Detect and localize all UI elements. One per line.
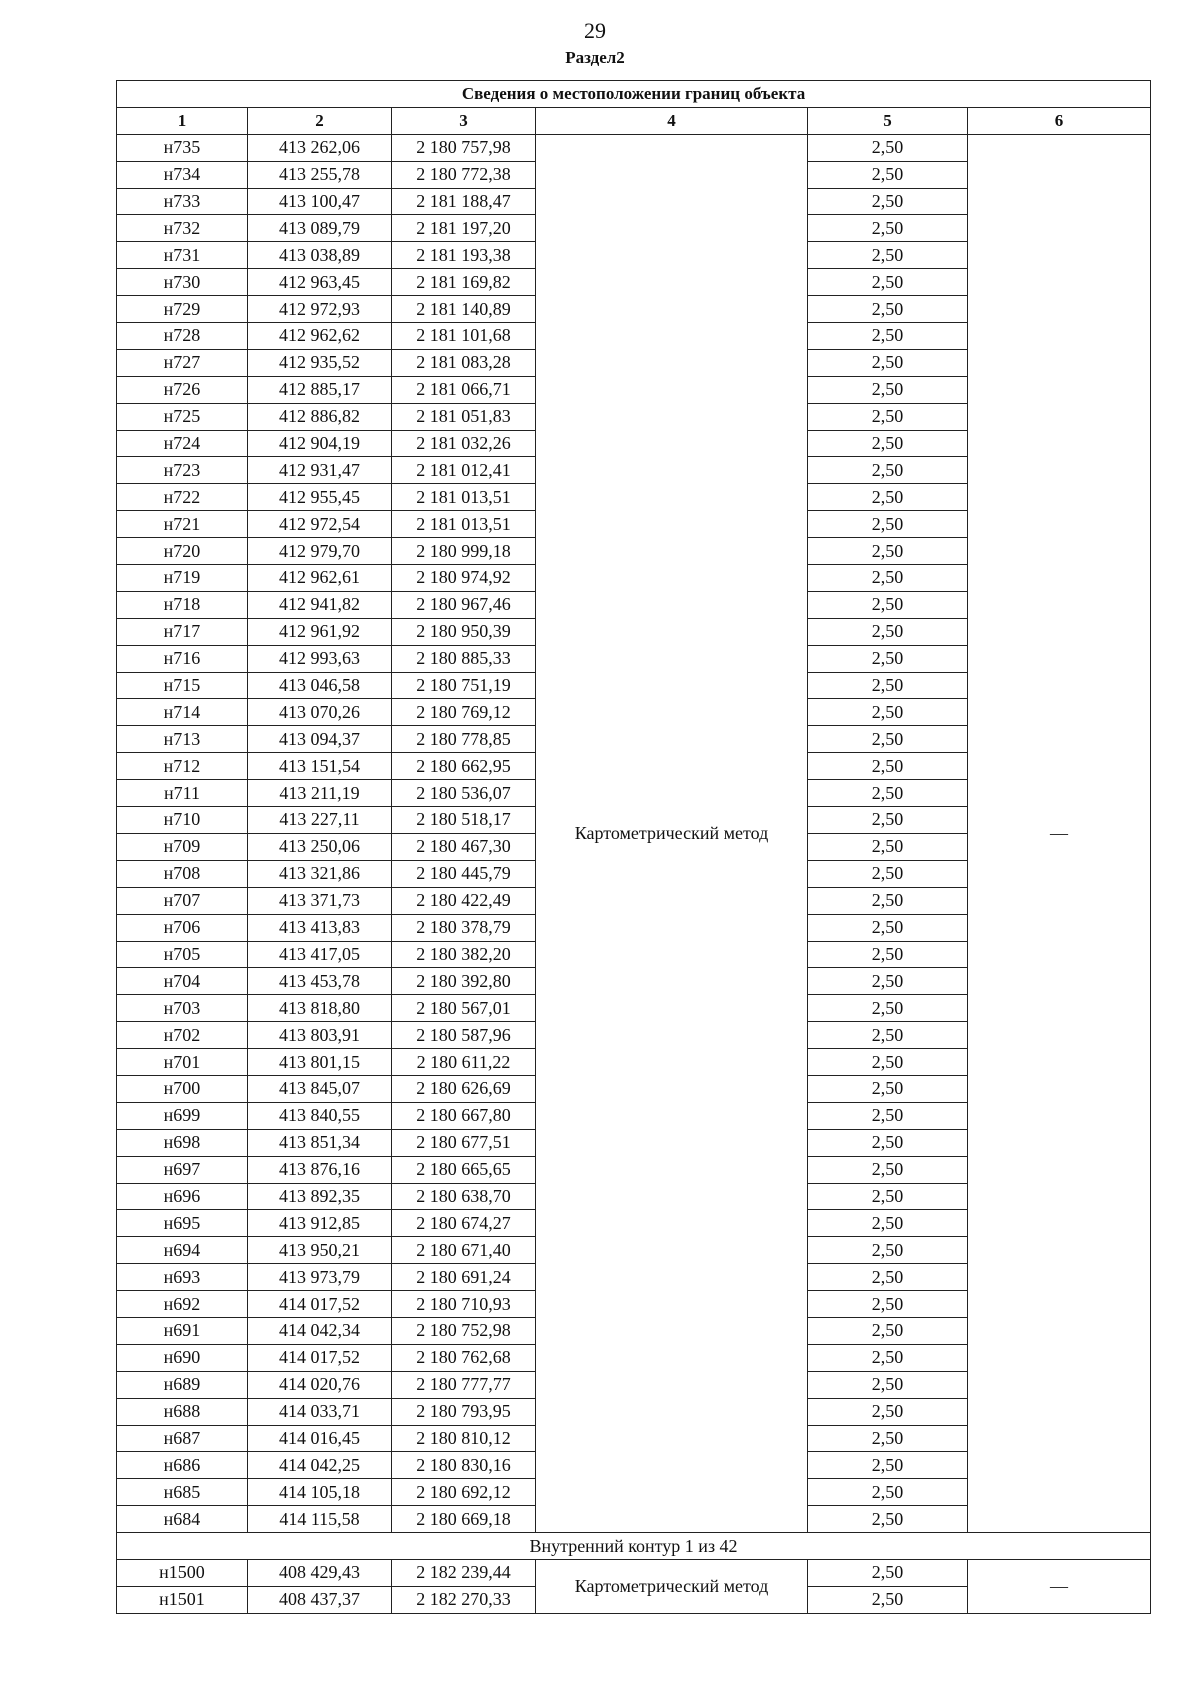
x-coordinate-cell: 414 020,76	[248, 1371, 392, 1398]
page-number: 29	[584, 18, 606, 43]
x-coordinate-cell: 413 840,55	[248, 1102, 392, 1129]
accuracy-cell: 2,50	[808, 484, 968, 511]
accuracy-cell: 2,50	[808, 403, 968, 430]
accuracy-cell: 2,50	[808, 618, 968, 645]
point-id-cell: н692	[117, 1291, 248, 1318]
table-row	[117, 134, 1151, 161]
accuracy-cell: 2,50	[808, 1264, 968, 1291]
y-coordinate-cell: 2 181 193,38	[392, 242, 536, 269]
point-id-cell: н694	[117, 1237, 248, 1264]
x-coordinate-cell: 412 904,19	[248, 430, 392, 457]
column-header: 5	[808, 107, 968, 134]
y-coordinate-cell: 2 180 778,85	[392, 726, 536, 753]
point-id-cell: н716	[117, 645, 248, 672]
point-id-cell: н713	[117, 726, 248, 753]
x-coordinate-cell: 412 993,63	[248, 645, 392, 672]
x-coordinate-cell: 413 851,34	[248, 1129, 392, 1156]
accuracy-cell: 2,50	[808, 1291, 968, 1318]
accuracy-cell: 2,50	[808, 430, 968, 457]
column-header: 3	[392, 107, 536, 134]
x-coordinate-cell: 413 912,85	[248, 1210, 392, 1237]
y-coordinate-cell: 2 180 392,80	[392, 968, 536, 995]
x-coordinate-cell: 412 962,62	[248, 323, 392, 350]
x-coordinate-cell: 413 803,91	[248, 1022, 392, 1049]
y-coordinate-cell: 2 180 692,12	[392, 1479, 536, 1506]
x-coordinate-cell: 413 892,35	[248, 1183, 392, 1210]
y-coordinate-cell: 2 180 751,19	[392, 672, 536, 699]
point-id-cell: н709	[117, 833, 248, 860]
contour-label-row	[117, 1533, 1151, 1560]
accuracy-cell: 2,50	[808, 511, 968, 538]
point-id-cell: н727	[117, 349, 248, 376]
accuracy-cell: 2,50	[808, 349, 968, 376]
y-coordinate-cell: 2 181 051,83	[392, 403, 536, 430]
x-coordinate-cell: 412 935,52	[248, 349, 392, 376]
y-coordinate-cell: 2 180 611,22	[392, 1049, 536, 1076]
point-id-cell: н706	[117, 914, 248, 941]
description-cell: —	[968, 134, 1151, 1532]
point-id-cell: н733	[117, 188, 248, 215]
contour-label: Внутренний контур 1 из 42	[117, 1533, 1151, 1560]
x-coordinate-cell: 413 413,83	[248, 914, 392, 941]
point-id-cell: н724	[117, 430, 248, 457]
y-coordinate-cell: 2 180 762,68	[392, 1344, 536, 1371]
point-id-cell: н689	[117, 1371, 248, 1398]
table-title: Сведения о местоположении границ объекта	[117, 81, 1151, 108]
accuracy-cell: 2,50	[808, 1452, 968, 1479]
point-id-cell: н712	[117, 753, 248, 780]
y-coordinate-cell: 2 180 662,95	[392, 753, 536, 780]
point-id-cell: н704	[117, 968, 248, 995]
y-coordinate-cell: 2 180 638,70	[392, 1183, 536, 1210]
x-coordinate-cell: 412 961,92	[248, 618, 392, 645]
inner-contour-body	[117, 1533, 1151, 1614]
contour-accuracy-cell: 2,50	[808, 1559, 968, 1586]
x-coordinate-cell: 412 931,47	[248, 457, 392, 484]
y-coordinate-cell: 2 180 752,98	[392, 1317, 536, 1344]
y-coordinate-cell: 2 180 777,77	[392, 1371, 536, 1398]
accuracy-cell: 2,50	[808, 807, 968, 834]
accuracy-cell: 2,50	[808, 1398, 968, 1425]
x-coordinate-cell: 412 886,82	[248, 403, 392, 430]
x-coordinate-cell: 413 046,58	[248, 672, 392, 699]
x-coordinate-cell: 413 321,86	[248, 860, 392, 887]
x-coordinate-cell: 412 962,61	[248, 565, 392, 592]
point-id-cell: н703	[117, 995, 248, 1022]
x-coordinate-cell: 413 801,15	[248, 1049, 392, 1076]
y-coordinate-cell: 2 181 013,51	[392, 484, 536, 511]
x-coordinate-cell: 414 042,25	[248, 1452, 392, 1479]
point-id-cell: н700	[117, 1075, 248, 1102]
x-coordinate-cell: 413 973,79	[248, 1264, 392, 1291]
y-coordinate-cell: 2 180 671,40	[392, 1237, 536, 1264]
accuracy-cell: 2,50	[808, 1210, 968, 1237]
x-coordinate-cell: 413 371,73	[248, 887, 392, 914]
accuracy-cell: 2,50	[808, 753, 968, 780]
y-coordinate-cell: 2 180 810,12	[392, 1425, 536, 1452]
y-coordinate-cell: 2 180 885,33	[392, 645, 536, 672]
x-coordinate-cell: 413 211,19	[248, 780, 392, 807]
x-coordinate-cell: 412 963,45	[248, 269, 392, 296]
accuracy-cell: 2,50	[808, 457, 968, 484]
y-coordinate-cell: 2 180 710,93	[392, 1291, 536, 1318]
accuracy-cell: 2,50	[808, 1183, 968, 1210]
accuracy-cell: 2,50	[808, 914, 968, 941]
y-coordinate-cell: 2 180 793,95	[392, 1398, 536, 1425]
contour-point-id-cell: н1501	[117, 1586, 248, 1613]
point-id-cell: н695	[117, 1210, 248, 1237]
y-coordinate-cell: 2 180 626,69	[392, 1075, 536, 1102]
y-coordinate-cell: 2 181 013,51	[392, 511, 536, 538]
column-header: 4	[536, 107, 808, 134]
contour-y-coordinate-cell: 2 182 239,44	[392, 1559, 536, 1586]
column-header: 1	[117, 107, 248, 134]
accuracy-cell: 2,50	[808, 538, 968, 565]
accuracy-cell: 2,50	[808, 1102, 968, 1129]
y-coordinate-cell: 2 180 518,17	[392, 807, 536, 834]
point-id-cell: н732	[117, 215, 248, 242]
x-coordinate-cell: 413 845,07	[248, 1075, 392, 1102]
y-coordinate-cell: 2 180 674,27	[392, 1210, 536, 1237]
y-coordinate-cell: 2 181 140,89	[392, 296, 536, 323]
contour-x-coordinate-cell: 408 429,43	[248, 1559, 392, 1586]
y-coordinate-cell: 2 180 677,51	[392, 1129, 536, 1156]
point-id-cell: н688	[117, 1398, 248, 1425]
x-coordinate-cell: 413 100,47	[248, 188, 392, 215]
x-coordinate-cell: 414 016,45	[248, 1425, 392, 1452]
y-coordinate-cell: 2 180 378,79	[392, 914, 536, 941]
x-coordinate-cell: 412 979,70	[248, 538, 392, 565]
y-coordinate-cell: 2 180 974,92	[392, 565, 536, 592]
y-coordinate-cell: 2 180 669,18	[392, 1506, 536, 1533]
y-coordinate-cell: 2 180 772,38	[392, 161, 536, 188]
x-coordinate-cell: 413 818,80	[248, 995, 392, 1022]
point-id-cell: н725	[117, 403, 248, 430]
y-coordinate-cell: 2 180 382,20	[392, 941, 536, 968]
y-coordinate-cell: 2 180 567,01	[392, 995, 536, 1022]
y-coordinate-cell: 2 181 188,47	[392, 188, 536, 215]
point-id-cell: н726	[117, 376, 248, 403]
accuracy-cell: 2,50	[808, 296, 968, 323]
y-coordinate-cell: 2 180 445,79	[392, 860, 536, 887]
point-id-cell: н717	[117, 618, 248, 645]
point-id-cell: н715	[117, 672, 248, 699]
y-coordinate-cell: 2 180 691,24	[392, 1264, 536, 1291]
accuracy-cell: 2,50	[808, 1371, 968, 1398]
x-coordinate-cell: 414 033,71	[248, 1398, 392, 1425]
accuracy-cell: 2,50	[808, 995, 968, 1022]
accuracy-cell: 2,50	[808, 941, 968, 968]
y-coordinate-cell: 2 180 769,12	[392, 699, 536, 726]
point-id-cell: н714	[117, 699, 248, 726]
y-coordinate-cell: 2 180 757,98	[392, 134, 536, 161]
point-id-cell: н686	[117, 1452, 248, 1479]
method-cell: Картометрический метод	[536, 134, 808, 1532]
y-coordinate-cell: 2 181 066,71	[392, 376, 536, 403]
accuracy-cell: 2,50	[808, 968, 968, 995]
x-coordinate-cell: 412 972,93	[248, 296, 392, 323]
x-coordinate-cell: 413 089,79	[248, 215, 392, 242]
point-id-cell: н720	[117, 538, 248, 565]
column-header: 6	[968, 107, 1151, 134]
accuracy-cell: 2,50	[808, 1237, 968, 1264]
contour-description-cell: —	[968, 1559, 1151, 1613]
y-coordinate-cell: 2 180 999,18	[392, 538, 536, 565]
point-id-cell: н702	[117, 1022, 248, 1049]
y-coordinate-cell: 2 180 967,46	[392, 591, 536, 618]
point-id-cell: н718	[117, 591, 248, 618]
accuracy-cell: 2,50	[808, 672, 968, 699]
point-id-cell: н687	[117, 1425, 248, 1452]
column-header: 2	[248, 107, 392, 134]
point-id-cell: н723	[117, 457, 248, 484]
accuracy-cell: 2,50	[808, 726, 968, 753]
accuracy-cell: 2,50	[808, 134, 968, 161]
accuracy-cell: 2,50	[808, 188, 968, 215]
point-id-cell: н719	[117, 565, 248, 592]
accuracy-cell: 2,50	[808, 1022, 968, 1049]
y-coordinate-cell: 2 180 950,39	[392, 618, 536, 645]
point-id-cell: н696	[117, 1183, 248, 1210]
point-id-cell: н708	[117, 860, 248, 887]
x-coordinate-cell: 413 250,06	[248, 833, 392, 860]
x-coordinate-cell: 414 042,34	[248, 1317, 392, 1344]
point-id-cell: н691	[117, 1317, 248, 1344]
accuracy-cell: 2,50	[808, 376, 968, 403]
x-coordinate-cell: 413 262,06	[248, 134, 392, 161]
boundary-coordinates-table	[116, 80, 1151, 1614]
y-coordinate-cell: 2 181 083,28	[392, 349, 536, 376]
point-id-cell: н707	[117, 887, 248, 914]
y-coordinate-cell: 2 181 197,20	[392, 215, 536, 242]
y-coordinate-cell: 2 180 667,80	[392, 1102, 536, 1129]
accuracy-cell: 2,50	[808, 565, 968, 592]
y-coordinate-cell: 2 180 665,65	[392, 1156, 536, 1183]
accuracy-cell: 2,50	[808, 591, 968, 618]
accuracy-cell: 2,50	[808, 780, 968, 807]
main-contour-body	[117, 134, 1151, 1532]
x-coordinate-cell: 413 255,78	[248, 161, 392, 188]
point-id-cell: н705	[117, 941, 248, 968]
x-coordinate-cell: 413 038,89	[248, 242, 392, 269]
point-id-cell: н701	[117, 1049, 248, 1076]
point-id-cell: н684	[117, 1506, 248, 1533]
contour-accuracy-cell: 2,50	[808, 1586, 968, 1613]
accuracy-cell: 2,50	[808, 1317, 968, 1344]
accuracy-cell: 2,50	[808, 1479, 968, 1506]
accuracy-cell: 2,50	[808, 269, 968, 296]
y-coordinate-cell: 2 180 467,30	[392, 833, 536, 860]
accuracy-cell: 2,50	[808, 1156, 968, 1183]
y-coordinate-cell: 2 181 101,68	[392, 323, 536, 350]
x-coordinate-cell: 413 950,21	[248, 1237, 392, 1264]
accuracy-cell: 2,50	[808, 887, 968, 914]
accuracy-cell: 2,50	[808, 860, 968, 887]
y-coordinate-cell: 2 181 169,82	[392, 269, 536, 296]
x-coordinate-cell: 413 876,16	[248, 1156, 392, 1183]
accuracy-cell: 2,50	[808, 1344, 968, 1371]
x-coordinate-cell: 412 955,45	[248, 484, 392, 511]
accuracy-cell: 2,50	[808, 699, 968, 726]
x-coordinate-cell: 414 017,52	[248, 1344, 392, 1371]
contour-x-coordinate-cell: 408 437,37	[248, 1586, 392, 1613]
accuracy-cell: 2,50	[808, 215, 968, 242]
y-coordinate-cell: 2 181 012,41	[392, 457, 536, 484]
accuracy-cell: 2,50	[808, 645, 968, 672]
point-id-cell: н711	[117, 780, 248, 807]
x-coordinate-cell: 414 105,18	[248, 1479, 392, 1506]
x-coordinate-cell: 413 070,26	[248, 699, 392, 726]
y-coordinate-cell: 2 180 830,16	[392, 1452, 536, 1479]
contour-y-coordinate-cell: 2 182 270,33	[392, 1586, 536, 1613]
accuracy-cell: 2,50	[808, 1506, 968, 1533]
point-id-cell: н722	[117, 484, 248, 511]
x-coordinate-cell: 412 885,17	[248, 376, 392, 403]
point-id-cell: н728	[117, 323, 248, 350]
x-coordinate-cell: 412 972,54	[248, 511, 392, 538]
x-coordinate-cell: 414 115,58	[248, 1506, 392, 1533]
point-id-cell: н697	[117, 1156, 248, 1183]
x-coordinate-cell: 413 417,05	[248, 941, 392, 968]
point-id-cell: н693	[117, 1264, 248, 1291]
accuracy-cell: 2,50	[808, 1129, 968, 1156]
x-coordinate-cell: 412 941,82	[248, 591, 392, 618]
point-id-cell: н734	[117, 161, 248, 188]
section-title: Раздел2	[565, 48, 625, 67]
accuracy-cell: 2,50	[808, 833, 968, 860]
point-id-cell: н710	[117, 807, 248, 834]
y-coordinate-cell: 2 180 422,49	[392, 887, 536, 914]
point-id-cell: н685	[117, 1479, 248, 1506]
contour-method-cell: Картометрический метод	[536, 1559, 808, 1613]
point-id-cell: н731	[117, 242, 248, 269]
accuracy-cell: 2,50	[808, 161, 968, 188]
point-id-cell: н729	[117, 296, 248, 323]
accuracy-cell: 2,50	[808, 1075, 968, 1102]
point-id-cell: н690	[117, 1344, 248, 1371]
table-row	[117, 1559, 1151, 1586]
contour-point-id-cell: н1500	[117, 1559, 248, 1586]
point-id-cell: н730	[117, 269, 248, 296]
y-coordinate-cell: 2 180 536,07	[392, 780, 536, 807]
accuracy-cell: 2,50	[808, 1049, 968, 1076]
accuracy-cell: 2,50	[808, 242, 968, 269]
accuracy-cell: 2,50	[808, 323, 968, 350]
table-header-row	[117, 107, 1151, 134]
table-title-row	[117, 81, 1151, 108]
x-coordinate-cell: 414 017,52	[248, 1291, 392, 1318]
x-coordinate-cell: 413 151,54	[248, 753, 392, 780]
y-coordinate-cell: 2 181 032,26	[392, 430, 536, 457]
point-id-cell: н699	[117, 1102, 248, 1129]
point-id-cell: н721	[117, 511, 248, 538]
point-id-cell: н698	[117, 1129, 248, 1156]
x-coordinate-cell: 413 227,11	[248, 807, 392, 834]
accuracy-cell: 2,50	[808, 1425, 968, 1452]
point-id-cell: н735	[117, 134, 248, 161]
x-coordinate-cell: 413 094,37	[248, 726, 392, 753]
y-coordinate-cell: 2 180 587,96	[392, 1022, 536, 1049]
x-coordinate-cell: 413 453,78	[248, 968, 392, 995]
